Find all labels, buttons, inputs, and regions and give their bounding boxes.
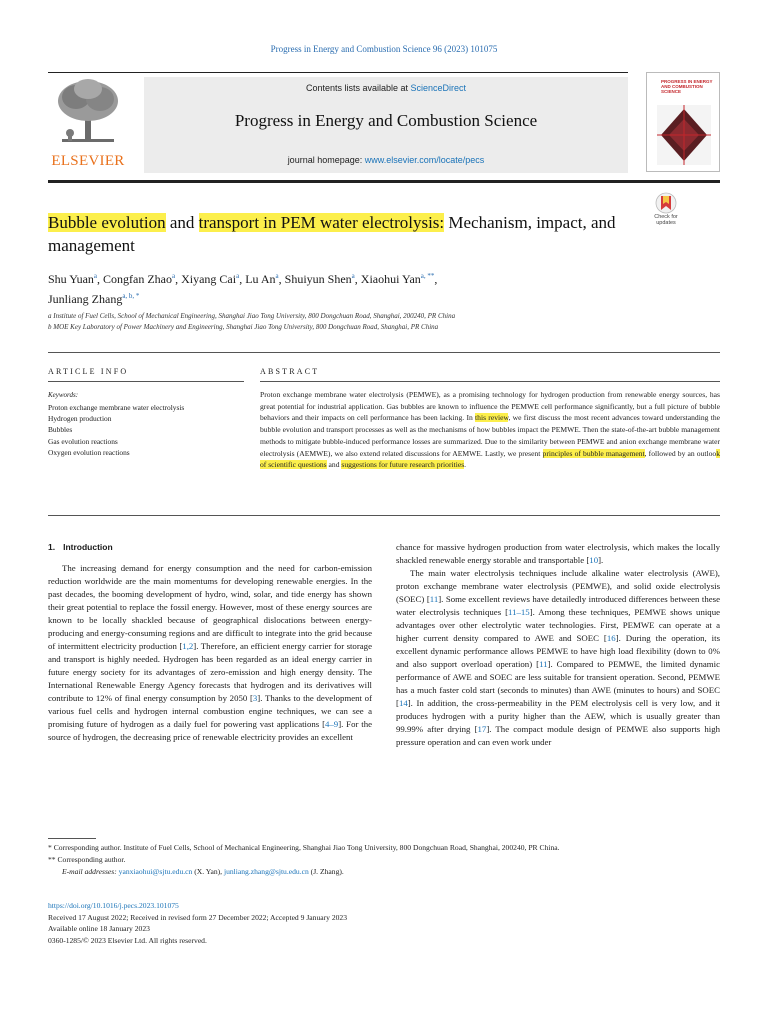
email-line: E-mail addresses: yanxiaohui@sjtu.edu.cn (X. Yan), junliang.zhang@sjtu.edu.cn (J. Zhang). (62, 867, 344, 877)
author[interactable]: Shu Yuan$^a$ (48, 272, 97, 286)
tree-icon (52, 77, 124, 147)
citation-link[interactable]: 10 (589, 555, 599, 565)
email-link[interactable]: junliang.zhang@sjtu.edu.cn (223, 867, 309, 877)
title-text-2: Mechanism, impact, and management (48, 213, 616, 255)
received-dates: Received 17 August 2022; Received in revised form 27 December 2022; Accepted 9 January 2023 (48, 912, 348, 922)
check-for-updates-badge[interactable] (646, 192, 686, 232)
affiliation-b: b MOE Key Laboratory of Power Machinery and Engineering, Shanghai Jiao Tong University, 800 Dongchuan Road, Shanghai, PR China (48, 323, 439, 331)
keyword: Gas evolution reactions (48, 436, 118, 446)
email-link[interactable]: yanxiaohui@sjtu.edu.cn (118, 867, 193, 877)
citation-link[interactable]: 3 (252, 693, 258, 703)
author[interactable]: Congfan Zhao$^a$ (103, 272, 176, 286)
abstract-bottom-divider (48, 515, 720, 516)
keywords-list (48, 402, 248, 458)
abstract-highlight: this review (475, 413, 509, 423)
title-highlight-2: transport in PEM water electrolysis: (198, 213, 445, 232)
citation-link[interactable]: 11 (429, 594, 439, 604)
article-info-divider (48, 381, 244, 382)
citation-link[interactable]: 1,2 (182, 641, 194, 651)
keyword: Oxygen evolution reactions (48, 447, 130, 457)
body-column-left (48, 541, 372, 744)
paragraph: The increasing demand for energy consumption and the need for carbon-emission reduction worldwide are the main momentums for developing renewable energies. In the past decades, the booming development of hydro, wind, solar, and tide energy has shown their great potential to replace the fossil energy. However, most of these energy sources are known to be locally shackled because of geographical dislocations between energy-producing and energy-consuming regions and are difficult to integrate into the grid because of intermittent electricity production [1,2]. Therefore, an efficient energy carrier for storage and transport is highly needed. Hydrogen has been regarded as an ideal energy carrier in future energy society for its advantages of zero-emission and high energy density. The International Renewable Energy Agency forecasts that hydrogen and its derivatives will contribute to 12% of final energy consumption by 2050 [3]. Thanks to the development of various fuel cells and hydrogen internal combustion engine techniques, we can see a promising future of hydrogen as a daily fuel for powering vast applications [4–9]. For the source of hydrogen, the decreasing price of renewable electricity provides an excellent (48, 563, 372, 742)
citation-link[interactable]: 17 (477, 724, 487, 734)
badge-label: Check for updates (654, 214, 678, 226)
homepage-link[interactable]: www.elsevier.com/locate/pecs (364, 155, 485, 165)
article-info-heading: ARTICLE INFO (48, 367, 129, 376)
author[interactable]: Xiyang Cai$^a$ (181, 272, 240, 286)
abstract-highlight: suggestions for future research priorities (341, 460, 465, 470)
footnote-corresponding-2: ** Corresponding author. (48, 855, 126, 865)
sciencedirect-link[interactable]: ScienceDirect (410, 83, 467, 93)
abstract-highlight: principles of bubble management (542, 448, 645, 458)
citation-link[interactable]: 11 (539, 659, 548, 669)
paragraph: chance for massive hydrogen production from water electrolysis, which makes the locally shackled renewable energy storable and transportable [10]. (396, 542, 720, 565)
keyword: Proton exchange membrane water electrolysis (48, 403, 185, 412)
affiliation-a: a Institute of Fuel Cells, School of Mechanical Engineering, Shanghai Jiao Tong University, 800 Dongchuan Road, Shanghai, 200240, PR China (48, 312, 456, 320)
author[interactable]: Lu An$^a$ (245, 272, 279, 286)
bookmark-icon (646, 192, 686, 214)
header-divider (48, 352, 720, 353)
online-date: Available online 18 January 2023 (48, 924, 150, 933)
doi-link[interactable]: https://doi.org/10.1016/j.pecs.2023.101075 (48, 901, 179, 910)
citation-link[interactable]: 11–15 (508, 607, 530, 617)
section-heading-introduction: 1. Introduction (48, 542, 113, 552)
citation-link[interactable]: 14 (398, 698, 408, 708)
masthead (48, 72, 628, 172)
elsevier-logo[interactable] (48, 77, 128, 169)
citation-link[interactable]: 16 (606, 633, 616, 643)
footnotes (48, 842, 720, 879)
footnote-divider (48, 838, 96, 839)
author-list: Shu Yuan$^a$, Congfan Zhao$^a$, Xiyang Cai$^a$, Lu An$^a$, Shuiyun Shen$^a$, Xiaohui Yan$^{a, **}$, Junliang Zhang$^{a, b, *}$ (48, 272, 438, 306)
masthead-divider (48, 180, 720, 183)
cover-title: PROGRESS IN ENERGY AND COMBUSTION SCIENCE (661, 79, 713, 94)
title-highlight-1: Bubble evolution (48, 213, 166, 232)
publication-info (48, 900, 720, 946)
homepage-line (144, 155, 628, 165)
author[interactable]: Shuiyun Shen$^a$ (284, 272, 355, 286)
title-text-1: and (165, 213, 199, 232)
footnote-corresponding-1: * Corresponding author. Institute of Fuel Cells, School of Mechanical Engineering, Shanghai Jiao Tong University, 800 Dongchuan Road, Shanghai, 200240, PR China. (48, 843, 560, 852)
keyword: Hydrogen production (48, 414, 112, 424)
keywords-label: Keywords: (48, 391, 79, 399)
homepage-prefix: journal homepage: (287, 155, 365, 165)
publisher-wordmark: ELSEVIER (51, 153, 125, 169)
journal-citation-line[interactable]: Progress in Energy and Combustion Science 96 (2023) 101075 (270, 44, 498, 54)
abstract-divider (260, 381, 720, 382)
cover-art-icon (657, 105, 711, 165)
body-column-right (396, 541, 720, 749)
contents-prefix: Contents lists available at (305, 83, 411, 93)
author[interactable]: Xiaohui Yan$^{a, **}$ (360, 272, 435, 286)
journal-header-box (144, 77, 628, 173)
author[interactable]: Junliang Zhang$^{a, b, *}$ (48, 292, 140, 306)
abstract-highlight: k of scientific questions (260, 448, 721, 470)
journal-cover-thumbnail[interactable] (646, 72, 720, 172)
email-label: E-mail addresses: (62, 867, 119, 877)
journal-title: Progress in Energy and Combustion Science (234, 111, 538, 130)
contents-line (144, 83, 628, 93)
article-title (48, 211, 628, 257)
keyword: Bubbles (48, 425, 73, 435)
citation-link[interactable]: 4–9 (325, 719, 339, 729)
paragraph: The main water electrolysis techniques include alkaline water electrolysis (AWE), proton exchange membrane water electrolysis (PEMWE), and solid oxide electrolysis (SOEC) [11]. Some excellent reviews have detailedly introduced differences between these water electrolysis techniques [11–15]. Among these techniques, PEMWE shows unique advantages over other electrolytic water technologies. First, PEMWE can operate at a higher current density compared to AWE and SOEC [16]. During the operation, its excellent dynamic performance allows PEMWE to have high load flexibility (down to 0% and also support overload operation) [11]. Compared to PEMWE, the limited dynamic performance of AWE and SOEC are less suitable for transient operation. Second, PEMWE has a much faster cold start (seconds to minutes) than AWE (minutes to hours) and SOEC [14]. In addition, the cross-permeability in the PEM electrolysis cell is very low, and it produces hydrogen with a purity higher than the AEW, which is usually greater than 99.99% after drying [17]. The compact module design of PEMWE also supports high pressure operation and can even work under (396, 568, 721, 747)
copyright: 0360-1285/© 2023 Elsevier Ltd. All rights reserved. (48, 935, 207, 945)
abstract-text: Proton exchange membrane water electrolysis (PEMWE), as a promising technology for hydrogen production from renewable energy sources, has great potential for industrial application. Gas bubbles are known to influence the PEMWE cell performance significantly, but a full picture of bubble behaviors and their impacts on cell performance has been lacking. In this review, we first discuss the most recent advances toward understanding the bubble evolution and transport processes as well as the mechanisms of how bubbles impact the PEMWE. Then the state-of-the-art bubble management methods to mitigate bubble-induced performance losses are summarized. Due to the similarity between PEMWE and anion exchange membrane water electrolysis (AEMWE), we also extend related discussions for AEMWE. Lastly, we present principles of bubble management, followed by an outlook of scientific questions and suggestions for future research priorities. (260, 390, 721, 470)
abstract-heading: ABSTRACT (260, 367, 320, 376)
